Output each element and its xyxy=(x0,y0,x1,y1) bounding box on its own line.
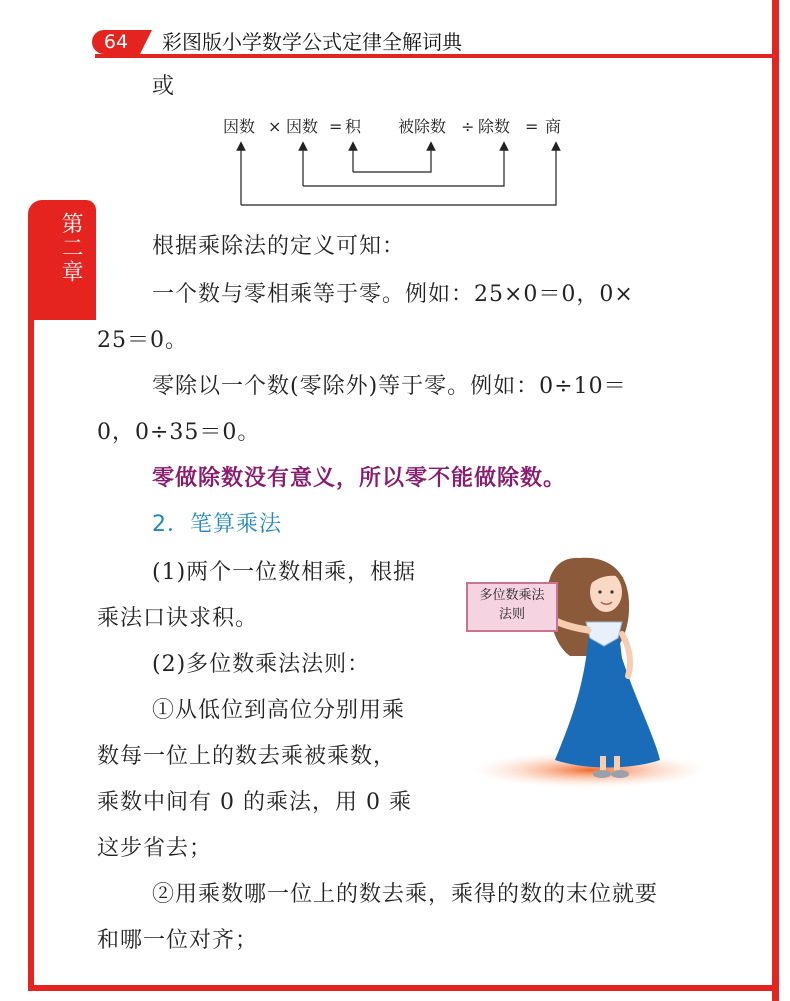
sign-line-2: 法则 xyxy=(498,607,525,622)
relation-arrows xyxy=(0,0,790,220)
diagram-factor-2: 因数 xyxy=(286,117,319,136)
rule-1-line-4: 这步省去； xyxy=(97,836,213,861)
diagram-product: 积 xyxy=(345,117,362,136)
rule-1-line-1: ①从低位到高位分别用乘 xyxy=(152,698,406,723)
paragraph-zero-multiply-line-1: 一个数与零相乘等于零。例如：25×0＝0，0× xyxy=(152,282,634,307)
page-border-left xyxy=(28,320,34,991)
paragraph-zero-divide-line-2: 0，0÷35＝0。 xyxy=(97,420,261,445)
emphasis-note: 零做除数没有意义，所以零不能做除数。 xyxy=(152,466,567,491)
diagram-equals-2: = xyxy=(525,117,539,136)
page-number: 64 xyxy=(92,30,140,54)
rule-2-line-1: ②用乘数哪一位上的数去乘，乘得的数的末位就要 xyxy=(152,882,659,907)
book-title: 彩图版小学数学公式定律全解词典 xyxy=(162,30,462,54)
item-1-line-2: 乘法口诀求积。 xyxy=(97,606,259,631)
rule-sign-board xyxy=(466,582,558,632)
diagram-factor-1: 因数 xyxy=(223,117,256,136)
diagram-quotient: 商 xyxy=(545,117,562,136)
diagram-equals-1: = xyxy=(329,117,343,136)
item-1-line-1: (1)两个一位数相乘，根据 xyxy=(152,560,417,585)
chapter-tab-label: 第二章 xyxy=(58,212,83,284)
or-word: 或 xyxy=(152,74,176,99)
rule-2-line-2: 和哪一位对齐； xyxy=(97,928,259,953)
rule-1-line-3: 乘数中间有 0 的乘法，用 0 乘 xyxy=(97,790,412,815)
page-border-bottom xyxy=(28,985,779,991)
rule-1-line-2: 数每一位上的数去乘被乘数， xyxy=(97,744,397,769)
paragraph-zero-multiply-line-2: 25＝0。 xyxy=(97,328,188,353)
diagram-divisor: 除数 xyxy=(478,117,511,136)
paragraph-definition: 根据乘除法的定义可知： xyxy=(152,234,406,259)
diagram-times-sign: × xyxy=(268,117,282,136)
sign-line-1: 多位数乘法 xyxy=(479,588,545,603)
paragraph-zero-divide-line-1: 零除以一个数(零除外)等于零。例如：0÷10＝ xyxy=(152,374,627,399)
diagram-divide-sign: ÷ xyxy=(461,117,475,136)
section-heading: 2．笔算乘法 xyxy=(152,512,282,537)
diagram-dividend: 被除数 xyxy=(398,117,447,136)
item-2-heading: (2)多位数乘法法则： xyxy=(152,652,371,677)
